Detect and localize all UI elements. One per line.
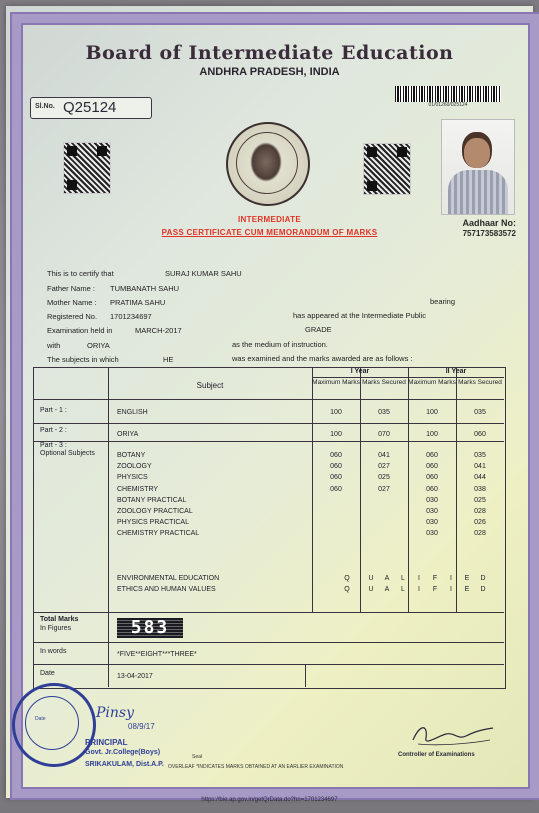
exam-label: Examination held in (47, 326, 113, 335)
controller-signature (408, 722, 498, 750)
college-name-line2: SRIKAKULAM, Dist.A.P. (85, 761, 164, 768)
qualified-letter: L (401, 586, 405, 593)
date-value: 13-04-2017 (117, 673, 153, 680)
max-marks-y2: 030 (426, 530, 438, 537)
principal-sign-date: 08/9/17 (128, 722, 155, 731)
qualified-letter: F (432, 575, 438, 582)
mother-name: PRATIMA SAHU (110, 298, 166, 307)
max-marks-y1: 100 (330, 431, 342, 438)
subject-name: ENGLISH (117, 409, 148, 416)
registered-label: Registered No. (47, 312, 98, 321)
in-figures-label: In Figures (40, 625, 72, 632)
table-divider (33, 441, 504, 442)
table-divider (312, 377, 504, 378)
father-label: Father Name : (47, 284, 95, 293)
marks-secured-header-y1: Marks Secured (362, 379, 406, 386)
ethics-label: ETHICS AND HUMAN VALUES (117, 586, 216, 593)
registered-number: 1701234697 (110, 312, 152, 321)
awarded-text: was examined and the marks awarded are as follows : (232, 354, 413, 363)
table-divider (33, 612, 504, 613)
bearing-label: bearing (430, 297, 456, 306)
table-divider (108, 367, 109, 687)
date-label: Date (40, 670, 55, 677)
controller-label: Controller of Examinations (398, 752, 475, 758)
barcode-text: 01/01260/025124 (428, 102, 468, 108)
secured-marks-y2: 035 (474, 452, 486, 459)
max-marks-y2: 100 (426, 409, 438, 416)
max-marks-y2: 060 (426, 486, 438, 493)
qualified-letter: I (450, 586, 452, 593)
aadhaar-value: 757173583572 (462, 229, 516, 238)
qualified-letter: L (401, 575, 405, 582)
total-marks-label: Total Marks (40, 616, 79, 623)
student-photo (441, 119, 515, 215)
secured-marks-y2: 025 (474, 497, 486, 504)
max-marks-header-y1: Maximum Marks (312, 379, 360, 386)
qualified-letter: E (464, 575, 470, 582)
table-divider (33, 664, 108, 665)
secured-marks-y2: 044 (474, 474, 486, 481)
grade-text: GRADE (305, 325, 332, 334)
part2-label: Part - 2 : (40, 427, 67, 434)
max-marks-y2: 030 (426, 497, 438, 504)
serial-number-value: Q25124 (63, 99, 117, 116)
qr-code-right (363, 143, 411, 195)
qualified-letter: A (384, 575, 390, 582)
board-title: Board of Intermediate Education (85, 42, 454, 64)
principal-signature: Pinsy (96, 705, 135, 721)
max-marks-y1: 060 (330, 452, 342, 459)
year1-header: I Year (350, 368, 370, 375)
stream-value: HE (163, 355, 174, 364)
max-marks-y1: 060 (330, 474, 342, 481)
secured-marks-y2: 026 (474, 519, 486, 526)
qualified-letter: D (480, 575, 486, 582)
year2-header: II Year (445, 368, 467, 375)
verification-url: https://bie.ap.gov.in/getQrData.do?hn=1701234697 (201, 797, 338, 803)
instruction-text: as the medium of instruction. (232, 340, 328, 349)
optional-subjects-label: Optional Subjects (40, 450, 95, 457)
secured-marks-y1: 035 (378, 409, 390, 416)
max-marks-y2: 030 (426, 519, 438, 526)
marks-secured-header-y2: Marks Secured (458, 379, 502, 386)
qualified-letter: Q (344, 586, 350, 593)
board-subtitle: ANDHRA PRADESH, INDIA (199, 66, 340, 78)
seal-date-label: Date (35, 716, 46, 722)
subject-header: Subject (196, 381, 224, 390)
secured-marks-y1: 027 (378, 463, 390, 470)
table-divider (108, 664, 504, 665)
secured-marks-y2: 028 (474, 530, 486, 537)
qualified-letter: I (418, 575, 420, 582)
certify-label: This is to certify that (47, 269, 114, 278)
table-divider (108, 642, 504, 643)
secured-marks-y2: 041 (474, 463, 486, 470)
father-name: TUMBANATH SAHU (110, 284, 180, 293)
subject-name: CHEMISTRY PRACTICAL (117, 530, 200, 537)
secured-marks-y2: 028 (474, 508, 486, 515)
overleaf-note: OVERLEAF *INDICATES MARKS OBTAINED AT AN EARLIER EXAMINATION (168, 764, 344, 770)
subject-name: BOTANY (117, 452, 146, 459)
secured-marks-y1: 027 (378, 486, 390, 493)
exam-held: MARCH-2017 (135, 326, 182, 335)
mother-label: Mother Name : (47, 298, 97, 307)
qualified-letter: E (464, 586, 470, 593)
seal-text: Seal (192, 754, 203, 760)
part3-label: Part - 3 : (40, 442, 67, 449)
max-marks-y1: 100 (330, 409, 342, 416)
max-marks-y1: 060 (330, 486, 342, 493)
board-emblem (226, 122, 310, 206)
aadhaar-label: Aadhaar No: (462, 218, 516, 228)
max-marks-y2: 060 (426, 452, 438, 459)
total-figures: 583 (117, 618, 183, 638)
max-marks-y2: 060 (426, 474, 438, 481)
max-marks-y2: 100 (426, 431, 438, 438)
part1-label: Part - 1 : (40, 407, 67, 414)
subject-name: PHYSICS PRACTICAL (117, 519, 189, 526)
subject-name: ZOOLOGY PRACTICAL (117, 508, 193, 515)
qualified-letter: F (432, 586, 438, 593)
subject-name: BOTANY PRACTICAL (117, 497, 187, 504)
principal-label: PRINCIPAL (85, 738, 128, 747)
college-seal (12, 683, 96, 767)
qualified-letter: I (418, 586, 420, 593)
qualified-letter: Q (344, 575, 350, 582)
secured-marks-y1: 025 (378, 474, 390, 481)
qualified-letter: I (450, 575, 452, 582)
certificate-heading: INTERMEDIATE (237, 215, 301, 224)
total-words: *FIVE**EIGHT***THREE* (117, 651, 197, 658)
subject-name: CHEMISTRY (117, 486, 159, 493)
in-words-label: In words (40, 648, 67, 655)
table-divider (33, 423, 504, 424)
env-education-label: ENVIRONMENTAL EDUCATION (117, 575, 220, 582)
qualified-letter: D (480, 586, 486, 593)
qualified-letter: A (384, 586, 390, 593)
appeared-text: has appeared at the Intermediate Public (293, 311, 427, 320)
student-name: SURAJ KUMAR SAHU (165, 269, 242, 278)
table-divider (33, 642, 108, 643)
secured-marks-y2: 038 (474, 486, 486, 493)
serial-number-label: Sl.No. (35, 103, 55, 110)
with-label: with (47, 341, 61, 350)
max-marks-y2: 030 (426, 508, 438, 515)
subject-name: PHYSICS (117, 474, 148, 481)
table-divider (33, 399, 504, 400)
barcode (395, 86, 501, 102)
secured-marks-y1: 070 (378, 431, 390, 438)
medium-value: ORIYA (87, 341, 110, 350)
max-marks-y1: 060 (330, 463, 342, 470)
qr-code-left (63, 142, 111, 194)
serial-number-box (30, 97, 152, 119)
certificate-subheading: PASS CERTIFICATE CUM MEMORANDUM OF MARKS (161, 228, 378, 237)
subjects-label: The subjects in which (47, 355, 119, 364)
secured-marks-y2: 035 (474, 409, 486, 416)
qualified-letter: U (368, 586, 374, 593)
max-marks-y2: 060 (426, 463, 438, 470)
table-divider (305, 664, 306, 687)
subject-name: ZOOLOGY (117, 463, 152, 470)
max-marks-header-y2: Maximum Marks (408, 379, 456, 386)
subject-name: ORIYA (117, 431, 139, 438)
qualified-letter: U (368, 575, 374, 582)
secured-marks-y2: 060 (474, 431, 486, 438)
secured-marks-y1: 041 (378, 452, 390, 459)
college-name-line1: Govt. Jr.College(Boys) (85, 749, 161, 756)
